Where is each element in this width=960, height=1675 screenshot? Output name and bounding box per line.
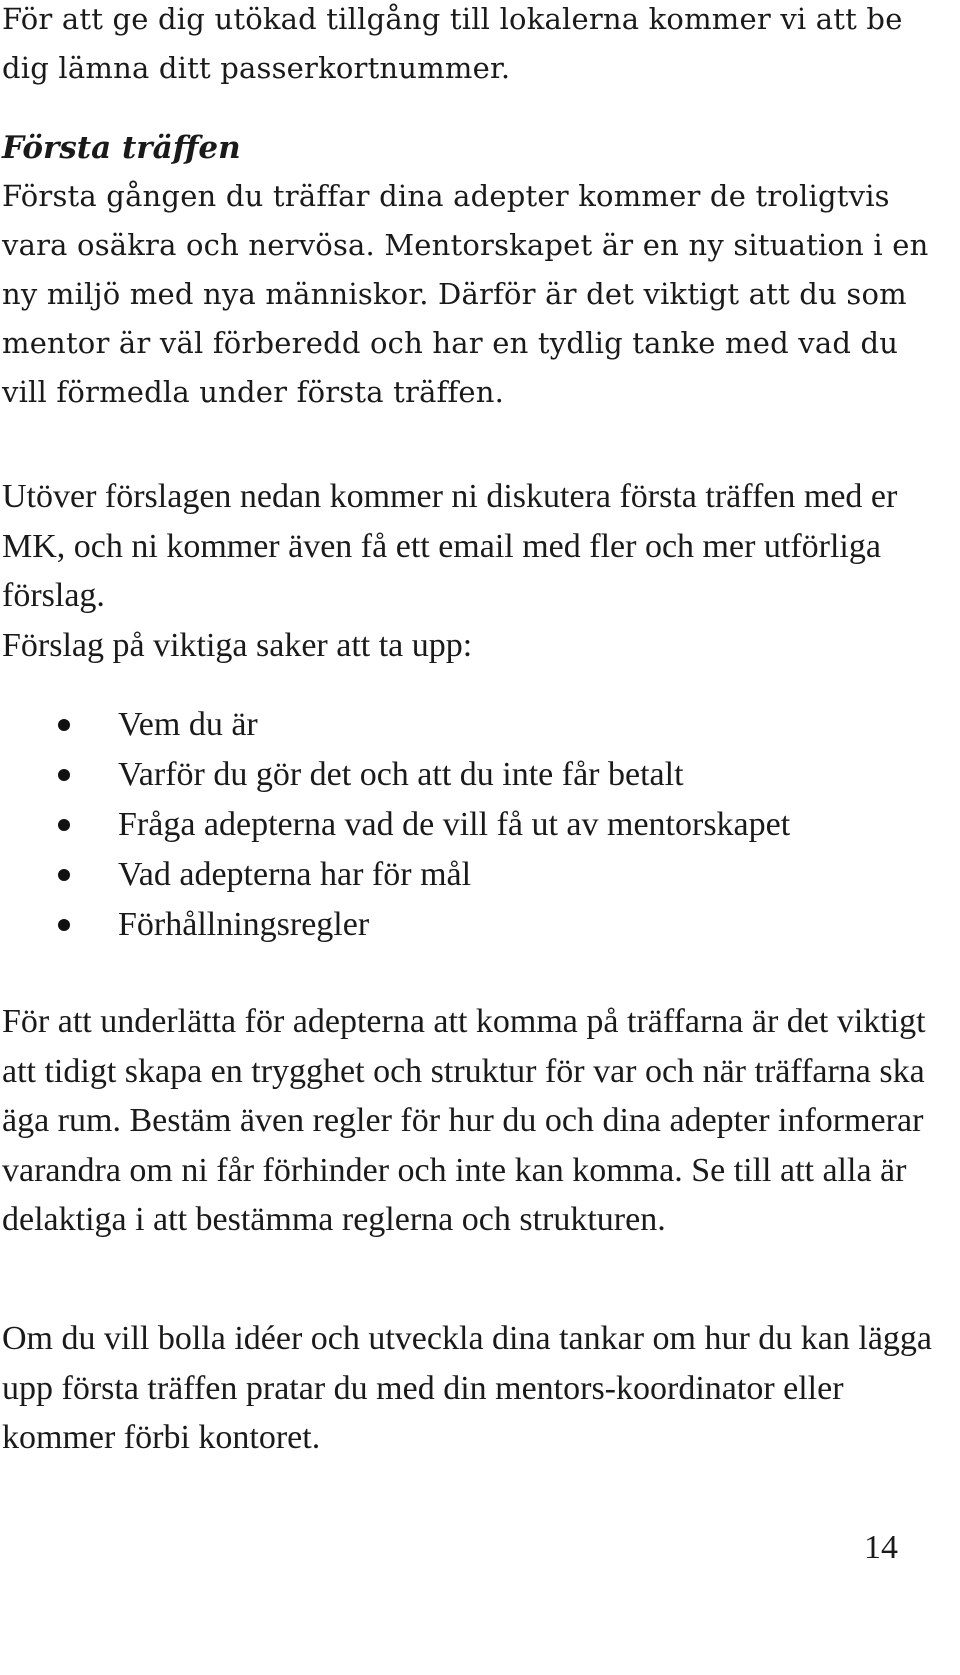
bullet-icon [58, 719, 70, 731]
bullet-icon [58, 869, 70, 881]
page-number: 14 [864, 1529, 898, 1566]
suggestions-intro: Förslag på viktiga saker att ta upp: [2, 627, 473, 664]
first-meeting-paragraph: Första gången du träffar dina adepter kommer de troligtvis vara osäkra och nervösa. Mentorskapet är en ny situation i en ny miljö med nya människor. Därför är det viktigt att du som mentor är väl förberedd och har en tydlig tanke med vad du vill förmedla under första träffen. [2, 179, 929, 409]
list-item-text: Förhållningsregler [118, 906, 370, 943]
besides-paragraph: Utöver förslagen nedan kommer ni diskutera första träffen med er MK, och ni kommer även få ett email med fler och mer utförliga förslag. [2, 478, 898, 614]
bullet-icon [58, 819, 70, 831]
easier-paragraph: För att underlätta för adepterna att komma på träffarna är det viktigt att tidigt skapa en trygghet och struktur för var och när träffarna ska äga rum. Bestäm även regler för hur du och dina adepter informerar varandra om ni får förhinder och inte kan komma. Se till att alla är delaktiga i att bestämma reglerna och strukturen. [2, 1003, 926, 1238]
list-item-text: Fråga adepterna vad de vill få ut av mentorskapet [118, 806, 791, 843]
bullet-icon [58, 919, 70, 931]
section-heading: Första träffen [2, 130, 241, 166]
bullet-icon [58, 769, 70, 781]
list-item-text: Vad adepterna har för mål [118, 856, 472, 893]
list-item-text: Varför du gör det och att du inte får betalt [118, 756, 684, 793]
contact-paragraph: Om du vill bolla idéer och utveckla dina tankar om hur du kan lägga upp första träffen pratar du med din mentors-koordinator eller kommer förbi kontoret. [2, 1320, 933, 1456]
intro-paragraph: För att ge dig utökad tillgång till lokalerna kommer vi att be dig lämna ditt passerkortnummer. [2, 2, 903, 85]
list-item-text: Vem du är [118, 706, 258, 743]
